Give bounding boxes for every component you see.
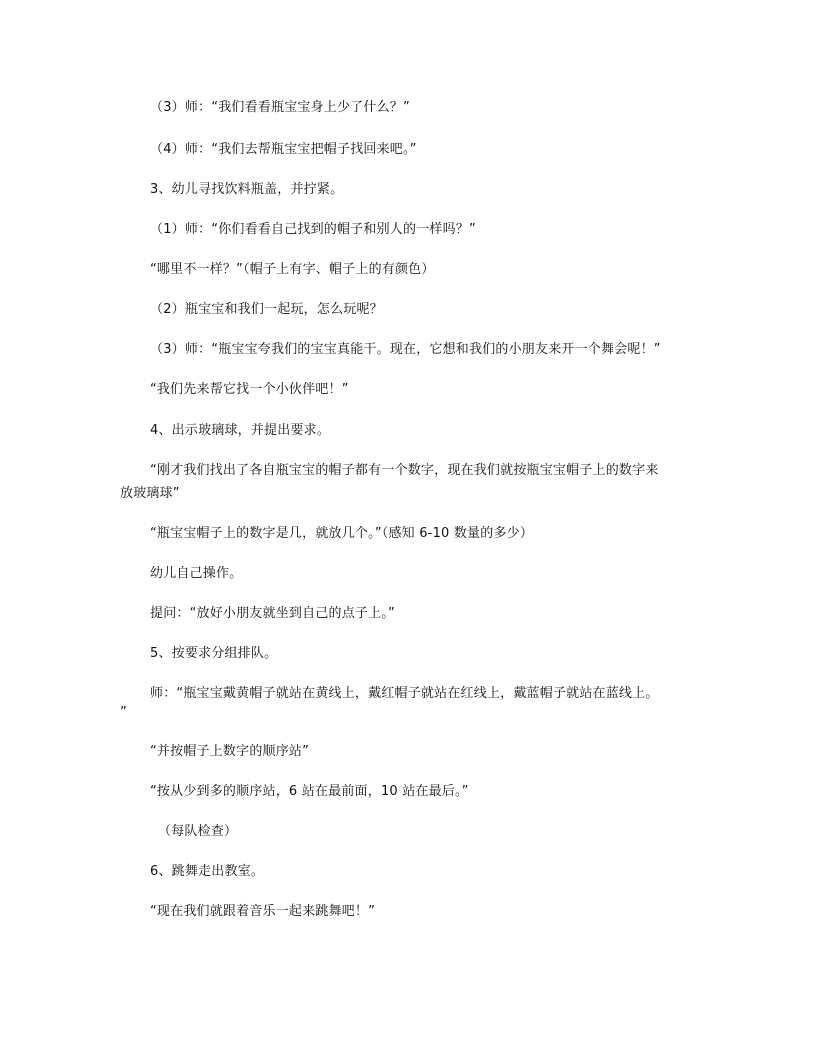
paragraph-line: “哪里不一样？”（帽子上有字、帽子上的有颜色） — [150, 262, 435, 277]
paragraph-line: （3）师：“瓶宝宝夸我们的宝宝真能干。现在，它想和我们的小朋友来开一个舞会呢！” — [150, 342, 661, 357]
paragraph-line: 师：“瓶宝宝戴黄帽子就站在黄线上，戴红帽子就站在红线上，戴蓝帽子就站在蓝线上。 — [150, 686, 659, 701]
paragraph-line: “并按帽子上数字的顺序站” — [150, 744, 310, 759]
paragraph-line: 提问：“放好小朋友就坐到自己的点子上。” — [150, 606, 395, 621]
paragraph-line: （1）师：“你们看看自己找到的帽子和别人的一样吗？” — [150, 222, 476, 237]
paragraph-line: “按从少到多的顺序站，6 站在最前面，10 站在最后。” — [150, 784, 469, 799]
paragraph-line: （2）瓶宝宝和我们一起玩，怎么玩呢？ — [150, 302, 383, 317]
paragraph-line: 幼儿自己操作。 — [150, 566, 243, 581]
paragraph-line: （每队检查） — [158, 824, 238, 839]
paragraph-line: 6、跳舞走出教室。 — [150, 864, 265, 879]
paragraph-line: 3、幼儿寻找饮料瓶盖，并拧紧。 — [150, 182, 344, 197]
paragraph-line: （4）师：“我们去帮瓶宝宝把帽子找回来吧。” — [150, 142, 417, 157]
paragraph-line: “刚才我们找出了各自瓶宝宝的帽子都有一个数字，现在我们就按瓶宝宝帽子上的数字来 — [150, 463, 659, 478]
paragraph-line: ” — [120, 705, 127, 720]
paragraph-line: “我们先来帮它找一个小伙伴吧！” — [150, 382, 349, 397]
paragraph-line: “现在我们就跟着音乐一起来跳舞吧！” — [150, 904, 376, 919]
paragraph-line: （3）师：“我们看看瓶宝宝身上少了什么？” — [150, 100, 410, 115]
paragraph-line: 4、出示玻璃球，并提出要求。 — [150, 423, 331, 438]
paragraph-line: 放玻璃球” — [120, 486, 180, 501]
paragraph-line: “瓶宝宝帽子上的数字是几，就放几个。”（感知 6-10 数量的多少） — [150, 526, 534, 541]
paragraph-line: 5、按要求分组排队。 — [150, 646, 278, 661]
